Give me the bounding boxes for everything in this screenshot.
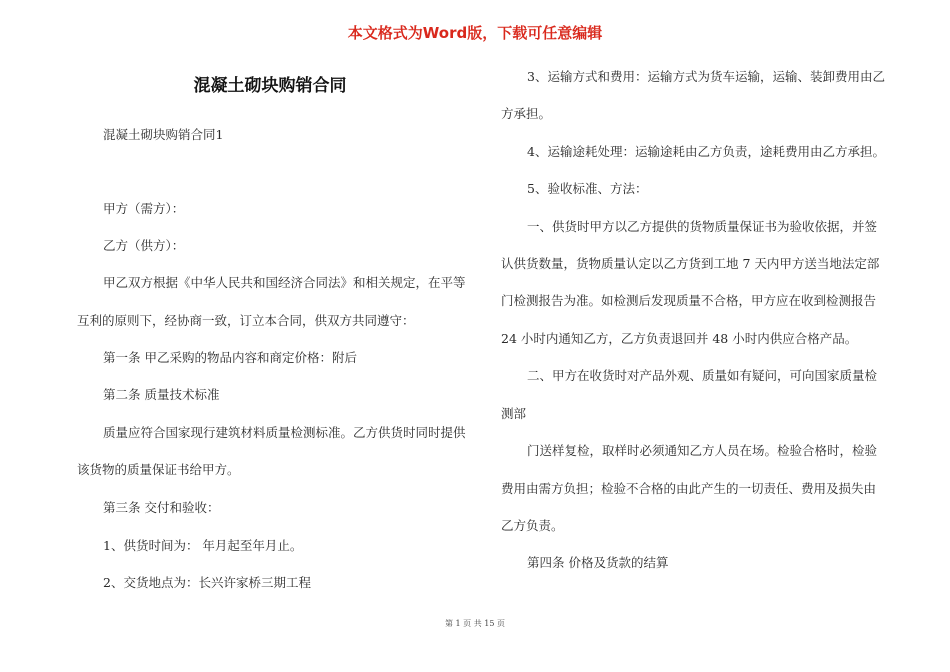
acceptance-1-line-1: 一、供货时甲方以乙方提供的货物质量保证书为验收依据，并签 — [527, 219, 878, 234]
party-a-line: 甲方（需方）： — [103, 201, 185, 216]
article-4-heading: 第四条 价格及货款的结算 — [527, 555, 669, 570]
transport-line-1: 3、运输方式和费用：运输方式为货车运输，运输、装卸费用由乙 — [527, 69, 885, 84]
contract-subtitle: 混凝土砌块购销合同1 — [103, 127, 224, 142]
preamble-line-2: 互利的原则下，经协商一致，订立本合同，供双方共同遵守： — [77, 313, 415, 328]
acceptance-2-line-2: 测部 — [501, 406, 527, 421]
article-1: 第一条 甲乙采购的物品内容和商定价格：附后 — [103, 350, 357, 365]
document-title: 混凝土砌块购销合同 — [193, 76, 347, 96]
supply-time: 1、供货时间为： 年月起至年月止。 — [103, 538, 303, 553]
acceptance-3-line-1: 门送样复检，取样时必须通知乙方人员在场。检验合格时，检验 — [527, 443, 878, 458]
article-3-heading: 第三条 交付和验收： — [103, 500, 220, 515]
party-b-line: 乙方（供方）： — [103, 238, 185, 253]
transport-line-2: 方承担。 — [501, 106, 552, 121]
document-banner: 本文格式为Word版，下载可任意编辑 — [347, 24, 603, 42]
acceptance-2-line-1: 二、甲方在收货时对产品外观、质量如有疑问，可向国家质量检 — [527, 368, 878, 383]
preamble-line-1: 甲乙双方根据《中华人民共和国经济合同法》和相关规定，在平等 — [103, 275, 466, 290]
article-2-heading: 第二条 质量技术标准 — [103, 387, 220, 402]
article-2-line-2: 该货物的质量保证书给甲方。 — [77, 462, 240, 477]
acceptance-3-line-2: 费用由需方负担；检验不合格的由此产生的一切责任、费用及损失由 — [501, 481, 877, 496]
delivery-location: 2、交货地点为：长兴许家桥三期工程 — [103, 575, 311, 590]
article-2-line-1: 质量应符合国家现行建筑材料质量检测标准。乙方供货时同时提供 — [103, 425, 466, 440]
page-number: 第 1 页 共 15 页 — [445, 619, 505, 628]
acceptance-heading: 5、验收标准、方法： — [527, 181, 648, 196]
transit-loss: 4、运输途耗处理：运输途耗由乙方负责，途耗费用由乙方承担。 — [527, 144, 885, 159]
acceptance-1-line-2: 认供货数量，货物质量认定以乙方货到工地 7 天内甲方送当地法定部 — [501, 256, 880, 271]
acceptance-1-line-4: 24 小时内通知乙方，乙方负责退回并 48 小时内供应合格产品。 — [501, 331, 858, 346]
acceptance-1-line-3: 门检测报告为准。如检测后发现质量不合格，甲方应在收到检测报告 — [501, 293, 877, 308]
acceptance-3-line-3: 乙方负责。 — [501, 518, 564, 533]
